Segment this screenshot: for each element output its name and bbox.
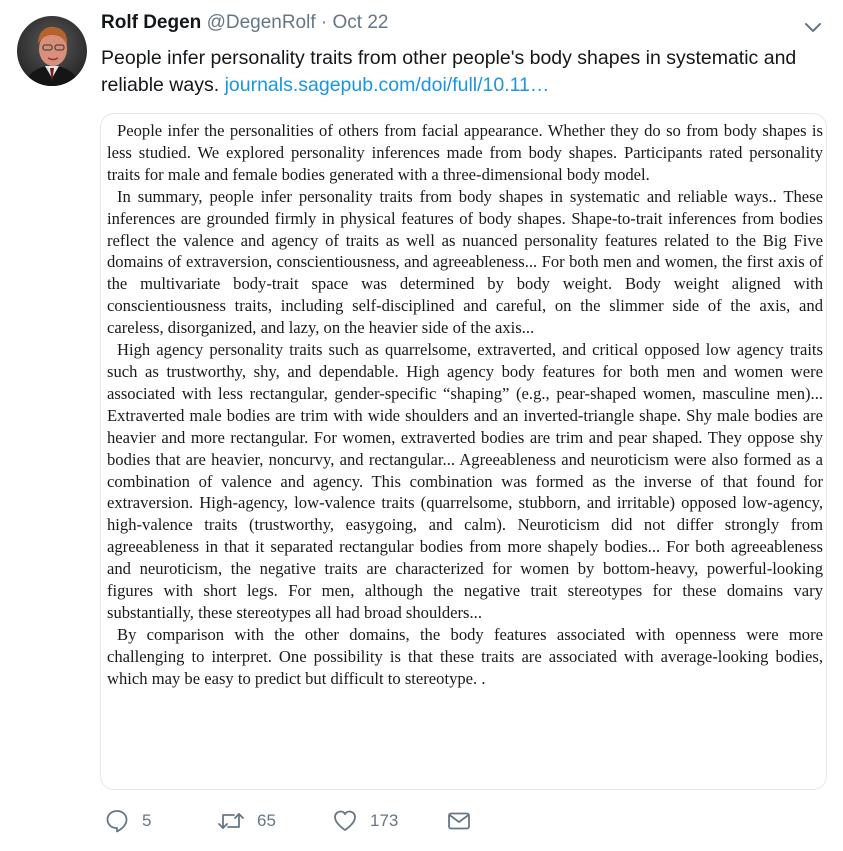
- action-bar: [104, 806, 504, 836]
- reply-icon: [104, 808, 130, 834]
- tweet-text: [101, 45, 801, 99]
- retweet-button[interactable]: [217, 806, 276, 836]
- excerpt-paragraph: By comparison with the other domains, the body features associated with openness were more challenging to interpret. One possibility is that these traits are associated with average-looking bodies, which may be easy to predict but difficult to stereotype. .: [107, 624, 823, 688]
- avatar[interactable]: [17, 16, 87, 86]
- excerpt-paragraph: People infer the personalities of others from facial appearance. Whether they do so from body shapes is less studied. We explored personality inferences made from body shapes. Participants rated personality traits for male and female bodies generated with a three-dimensional body model.: [107, 121, 823, 184]
- envelope-icon: [446, 808, 472, 834]
- chevron-down-icon[interactable]: [802, 16, 824, 38]
- tweet-link[interactable]: journals.sagepub.com/doi/full/10.11…: [224, 74, 550, 96]
- tweet-date[interactable]: Oct 22: [332, 12, 389, 33]
- author-handle[interactable]: @DegenRolf: [206, 12, 316, 33]
- heart-icon: [332, 808, 358, 834]
- like-button[interactable]: [332, 806, 398, 836]
- reply-count: 5: [142, 811, 152, 830]
- excerpt-paragraph: In summary, people infer personality traits from body shapes in systematic and reliable ways.. These inferences are grounded firmly in physical features of body shapes. Shape-to-trait inferences from bodies reflect the valence and agency of traits as well as nuanced personality features related to the Big Five domains of extraversion, conscientiousness, and agreeableness... For both men and women, the first axis of the multivariate body-trait space was determined by body weight. Body weight aligned with conscientiousness traits, including self-disciplined and careful, on the slimmer side of the axis, and careless, disorganized, and lazy, on the heavier side of the axis...: [107, 186, 823, 338]
- tweet-body: People infer personality traits from other people's body shapes in systematic and reliable ways.: [101, 47, 797, 96]
- reply-button[interactable]: [104, 806, 151, 836]
- excerpt-paragraph: High agency personality traits such as quarrelsome, extraverted, and critical opposed low agency traits such as trustworthy, shy, and dependable. High agency body features for both men and women were associated with less rectangular, gender-specific “shaping” (e.g., pear-shaped women, masculine men)... Extraverted male bodies are trim with wide shoulders and an inverted-triangle shape. Shy male bodies are heavier and more rectangular. For women, extraverted bodies are trim and pear shaped. They oppose shy bodies that are heavier, noncurvy, and rectangular... Agreeableness and neuroticism were also formed as a combination of valence and agency. This combination was formed as the inverse of that found for extraversion. High-agency, low-valence traits (quarrelsome, stubborn, and irritable) opposed low-agency, high-valence traits (trustworthy, easygoing, and calm). Neuroticism did not differ strongly from agreeableness in that it separated rectangular bodies from more shapely bodies... For both agreeableness and neuroticism, the negative traits are characterized for women by bottom-heavy, powerful-looking figures with short legs. For men, although the negative trait stereotypes for these domains vary substantially, these stereotypes all had broad shoulders...: [107, 340, 823, 622]
- direct-message-button[interactable]: [446, 806, 472, 836]
- avatar-image: [17, 16, 87, 86]
- header-separator: ·: [320, 12, 328, 33]
- media-card[interactable]: [100, 113, 827, 790]
- author-name[interactable]: Rolf Degen: [101, 12, 202, 33]
- like-count: 173: [370, 811, 399, 830]
- tweet-header: [101, 12, 389, 34]
- retweet-count: 65: [257, 811, 276, 830]
- retweet-icon: [217, 808, 245, 834]
- excerpt-document: [107, 120, 823, 690]
